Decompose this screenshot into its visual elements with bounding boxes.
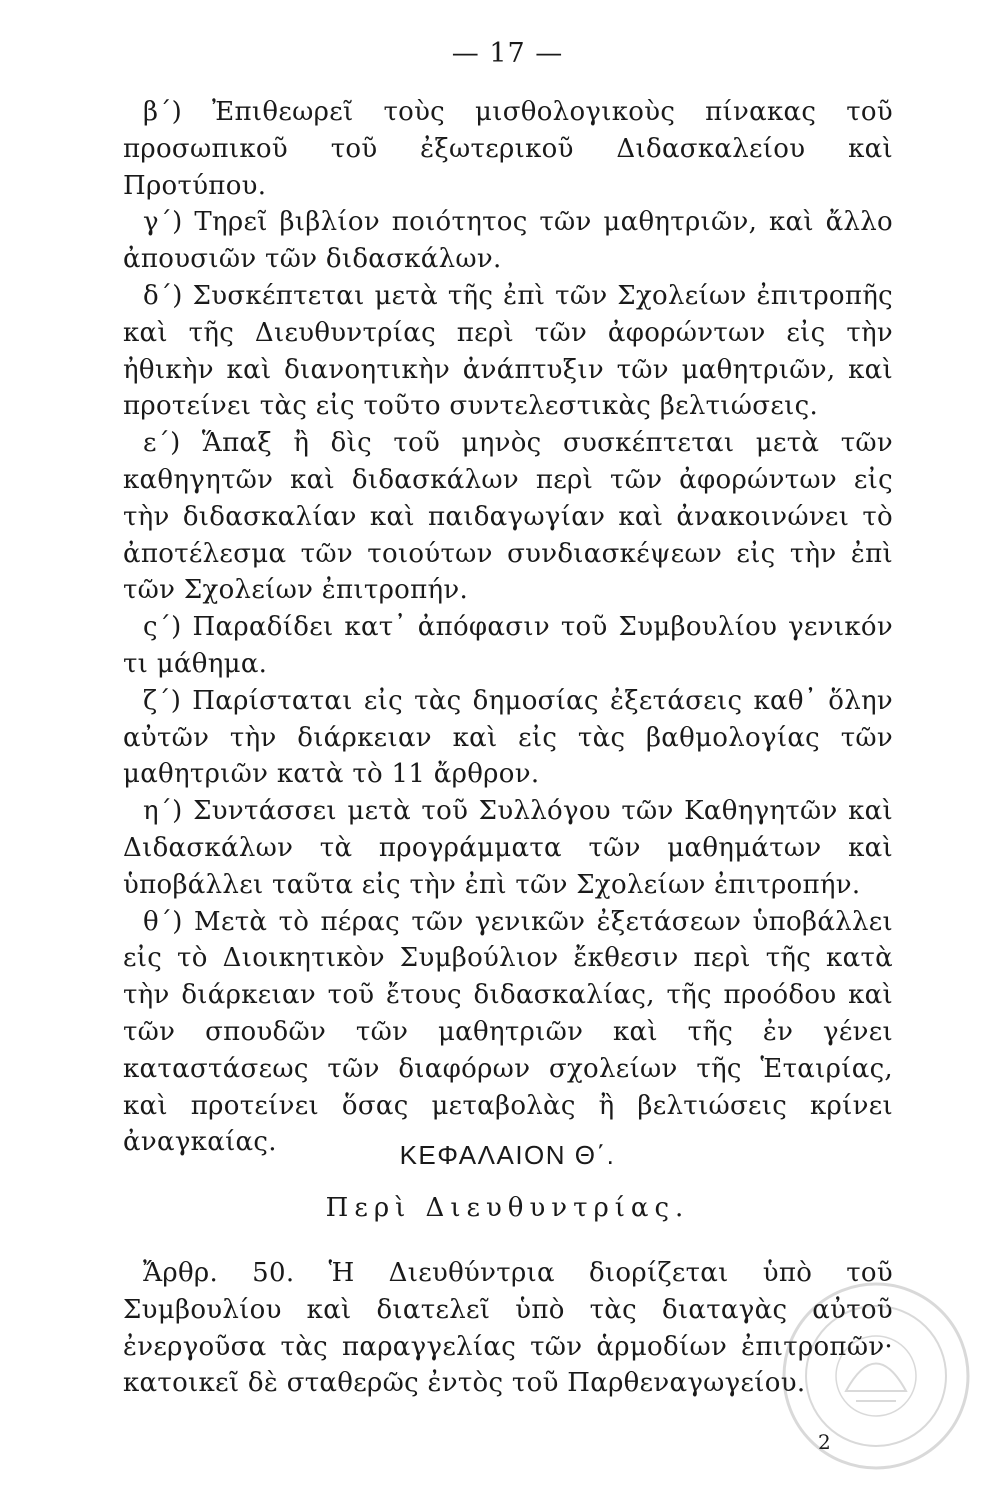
page-number: — 17 — — [451, 38, 564, 69]
paragraph-gamma: γ΄) Τηρεῖ βιβλίον ποιότητος τῶν μαθητριῶν, καὶ ἄλλο ἀπουσιῶν τῶν διδασκάλων. — [123, 207, 893, 275]
main-text-block — [123, 94, 893, 1161]
paragraph-zeta: ζ΄) Παρίσταται εἰς τὰς δημοσίας ἐξετάσεις καθ᾽ ὅλην αὐτῶν τὴν διάρκειαν καὶ εἰς τὰς βαθμολογίας τῶν μαθητριῶν κατὰ τὸ 11 ἄρθρον. — [123, 685, 893, 790]
signature-mark: 2 — [818, 1430, 831, 1454]
article-50: Ἄρθρ. 50. Ἡ Διευθύντρια διορίζεται ὑπὸ τοῦ Συμβουλίου καὶ διατελεῖ ὑπὸ τὰς διαταγὰς αὐτοῦ ἐνεργοῦσα τὰς παραγγελίας τῶν ἁρμοδίων ἐπιτροπῶν· κατοικεῖ δὲ σταθερῶς ἐντὸς τοῦ Παρθεναγωγείου. — [123, 1258, 893, 1399]
chapter-title: ΚΕΦΑΛΑΙΟΝ Θ΄. — [399, 1140, 616, 1170]
paragraph-stigma: ς΄) Παραδίδει κατ᾽ ἀπόφασιν τοῦ Συμβουλίου γενικόν τι μάθημα. — [123, 612, 893, 679]
paragraph-delta: δ΄) Συσκέπτεται μετὰ τῆς ἐπὶ τῶν Σχολείων ἐπιτροπῆς καὶ τῆς Διευθυντρίας περὶ τῶν ἀφορώντων εἰς τὴν ἠθικὴν καὶ διανοητικὴν ἀνάπτυξιν τῶν μαθητριῶν, καὶ προτείνει τὰς εἰς τοῦτο συντελεστικὰς βελτιώσεις. — [123, 280, 893, 422]
paragraph-eta: η΄) Συντάσσει μετὰ τοῦ Συλλόγου τῶν Καθηγητῶν καὶ Διδασκάλων τὰ προγράμματα τῶν μαθημάτων καὶ ὑποβάλλει ταῦτα εἰς τὴν ἐπὶ τῶν Σχολείων ἐπιτροπήν. — [123, 796, 893, 900]
section-title: Περὶ Διευθυντρίας. — [325, 1193, 690, 1223]
university-seal-icon — [776, 1276, 976, 1476]
paragraph-theta: θ΄) Μετὰ τὸ πέρας τῶν γενικῶν ἐξετάσεων ὑποβάλλει εἰς τὸ Διοικητικὸν Συμβούλιον ἔκθεσιν περὶ τῆς κατὰ τὴν διάρκειαν τοῦ ἔτους διδασκαλίας, τῆς προόδου καὶ τῶν σπουδῶν τῶν μαθητριῶν καὶ τῆς ἐν γένει καταστάσεως τῶν διαφόρων σχολείων τῆς Ἑταιρίας, καὶ προτείνει ὅσας μεταβολὰς ἢ βελτιώσεις κρίνει ἀναγκαίας. — [123, 906, 893, 1158]
paragraph-epsilon: ε΄) Ἅπαξ ἢ δὶς τοῦ μηνὸς συσκέπτεται μετὰ τῶν καθηγητῶν καὶ διδασκάλων περὶ τῶν ἀφορώντων εἰς τὴν διδασκαλίαν καὶ παιδαγωγίαν καὶ ἀνακοινώνει τὸ ἀποτέλεσμα τῶν τοιούτων συνδιασκέψεων εἰς τὴν ἐπὶ τῶν Σχολείων ἐπιτροπήν. — [123, 428, 893, 606]
paragraph-beta: β΄) Ἐπιθεωρεῖ τοὺς μισθολογικοὺς πίνακας τοῦ προσωπικοῦ τοῦ ἐξωτερικοῦ Διδασκαλείου καὶ Προτύπου. — [123, 97, 893, 201]
